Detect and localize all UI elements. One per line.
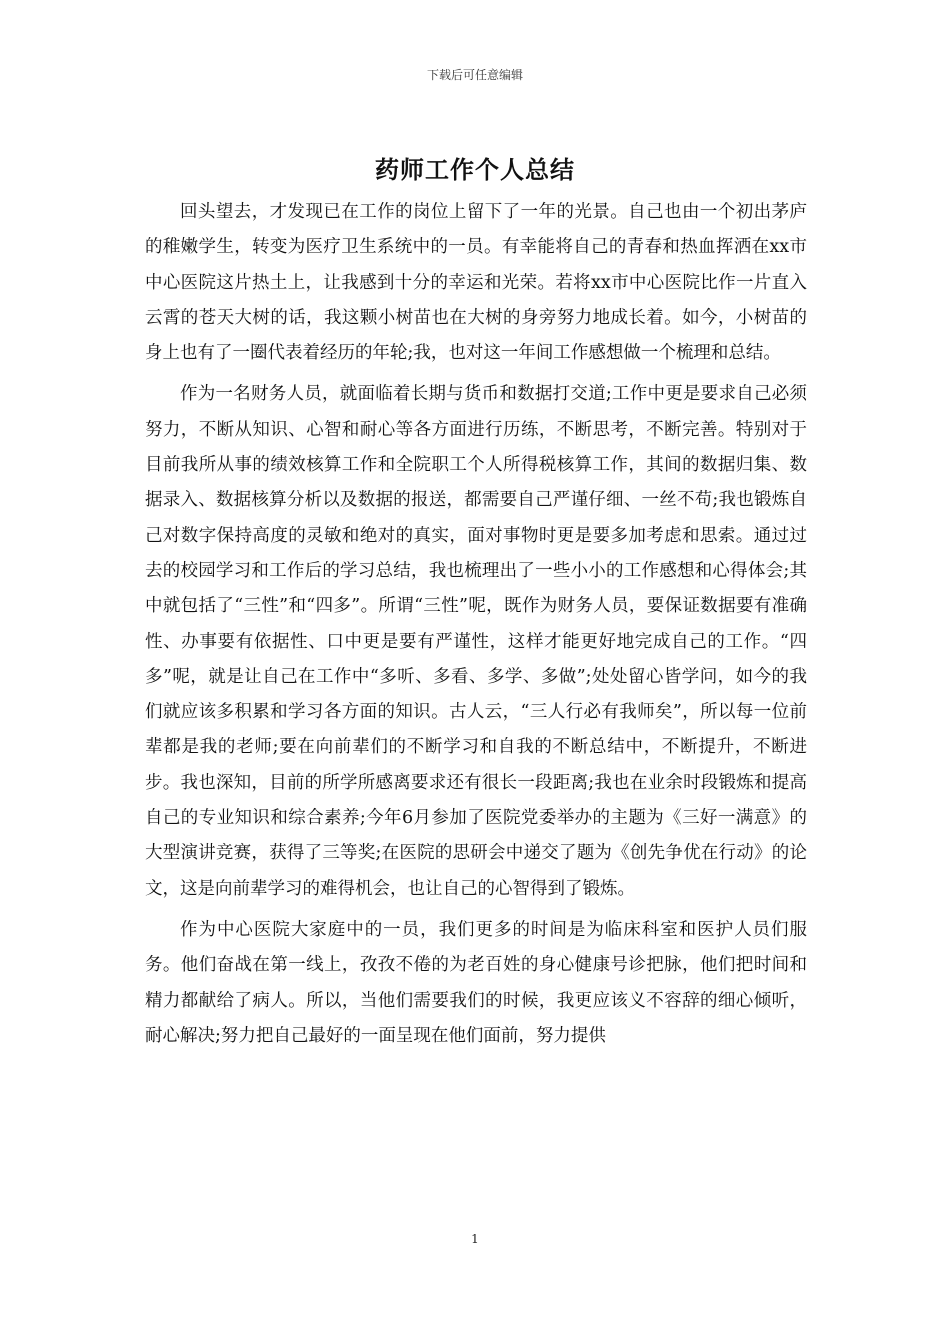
document-body (145, 195, 807, 1060)
document-title: 药师工作个人总结 (375, 155, 575, 184)
header-note: 下载后可任意编辑 (426, 68, 523, 82)
page-number: 1 (471, 1232, 479, 1246)
paragraph-2: 作为一名财务人员，就面临着长期与货币和数据打交道;工作中更是要求自己必须努力，不断从知识、心智和耐心等各方面进行历练，不断思考，不断完善。特别对于目前我所从事的绩效核算工作和全院职工个人所得税核算工作，其间的数据归集、数据录入、数据核算分析以及数据的报送，都需要自己严谨仔细、一丝不苟;我也锻炼自己对数字保持高度的灵敏和绝对的真实，面对事物时更是要多加考虑和思索。通过过去的校园学习和工作后的学习总结，我也梳理出了一些小小的工作感想和心得体会;其中就包括了“三性”和“四多”。所谓“三性”呢，既作为财务人员，要保证数据要有准确性、办事要有依据性、口中更是要有严谨性，这样才能更好地完成自己的工作。“四多”呢，就是让自己在工作中“多听、多看、多学、多做”;处处留心皆学问，如今的我们就应该多积累和学习各方面的知识。古人云，“三人行必有我师矣”，所以每一位前辈都是我的老师;要在向前辈们的不断学习和自我的不断总结中，不断提升，不断进步。我也深知，目前的所学所感离要求还有很长一段距离;我也在业余时段锻炼和提高自己的专业知识和综合素养;今年6月参加了医院党委举办的主题为《三好一满意》的大型演讲竞赛，获得了三等奖;在医院的思研会中递交了题为《创先争优在行动》的论文，这是向前辈学习的难得机会，也让自己的心智得到了锻炼。 (145, 384, 807, 899)
paragraph-3: 作为中心医院大家庭中的一员，我们更多的时间是为临床科室和医护人员们服务。他们奋战在第一线上，孜孜不倦的为老百姓的身心健康号诊把脉，他们把时间和精力都献给了病人。所以，当他们需要我们的时候，我更应该义不容辞的细心倾听，耐心解决;努力把自己最好的一面呈现在他们面前，努力提供 (145, 919, 807, 1046)
paragraph-1: 回头望去，才发现已在工作的岗位上留下了一年的光景。自己也由一个初出茅庐的稚嫩学生，转变为医疗卫生系统中的一员。有幸能将自己的青春和热血挥洒在xx市中心医院这片热土上，让我感到十分的幸运和光荣。若将xx市中心医院比作一片直入云霄的苍天大树的话，我这颗小树苗也在大树的身旁努力地成长着。如今，小树苗的身上也有了一圈代表着经历的年轮;我，也对这一年间工作感想做一个梳理和总结。 (145, 202, 807, 364)
